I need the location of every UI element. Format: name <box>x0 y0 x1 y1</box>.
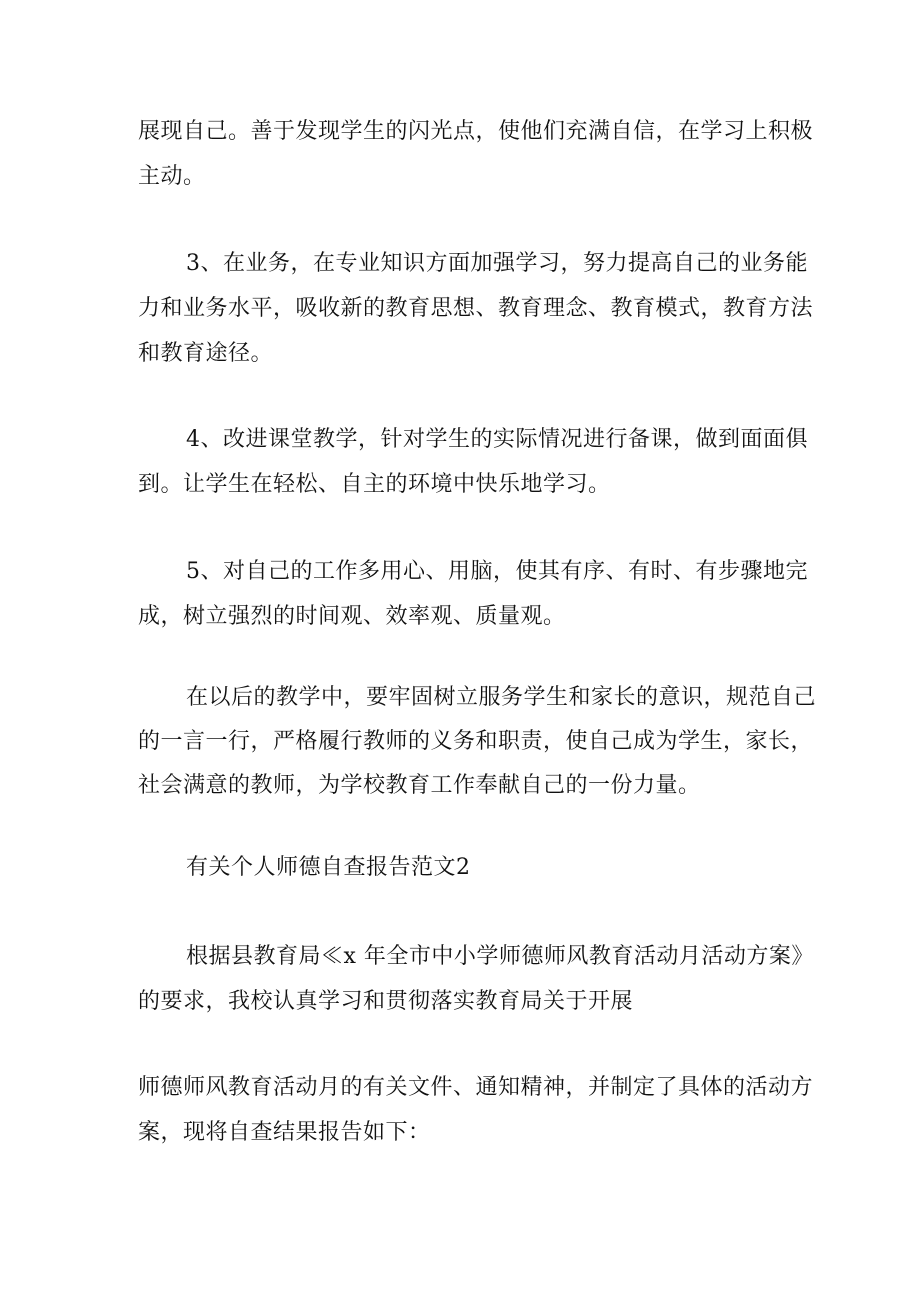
section-heading: 有关个人师德自查报告范文2 <box>186 855 471 880</box>
paragraph-line: 案，现将自查结果报告如下： <box>138 1120 431 1145</box>
paragraph-line: 力和业务水平，吸收新的教育思想、教育理念、教育模式，教育方法 <box>138 296 814 321</box>
paragraph-line: 4、改进课堂教学，针对学生的实际情况进行备课，做到面面俱 <box>186 427 808 452</box>
paragraph-line: 5、对自己的工作多用心、用脑，使其有序、有时、有步骤地完 <box>186 559 808 584</box>
paragraph-line: 到。让学生在轻松、自主的环境中快乐地学习。 <box>138 472 611 497</box>
paragraph-line: 展现自己。善于发现学生的闪光点，使他们充满自信，在学习上积极 <box>138 119 814 144</box>
paragraph-line: 主动。 <box>138 164 206 189</box>
paragraph-line: 师德师风教育活动月的有关文件、通知精神，并制定了具体的活动方 <box>138 1075 814 1100</box>
paragraph-line: 根据县教育局≪x 年全市中小学师德师风教育活动月活动方案》 <box>186 944 814 969</box>
paragraph-line: 在以后的教学中，要牢固树立服务学生和家长的意识，规范自己 <box>186 685 817 710</box>
paragraph-line: 3、在业务，在专业知识方面加强学习，努力提高自己的业务能 <box>186 251 808 276</box>
paragraph-line: 社会满意的教师，为学校教育工作奉献自己的一份力量。 <box>138 773 701 798</box>
paragraph-line: 和教育途径。 <box>138 341 274 366</box>
paragraph-line: 的一言一行，严格履行教师的义务和职责，使自己成为学生，家长， <box>138 729 814 754</box>
paragraph-line: 的要求，我校认真学习和贯彻落实教育局关于开展 <box>138 989 634 1014</box>
paragraph-line: 成，树立强烈的时间观、效率观、质量观。 <box>138 604 566 629</box>
